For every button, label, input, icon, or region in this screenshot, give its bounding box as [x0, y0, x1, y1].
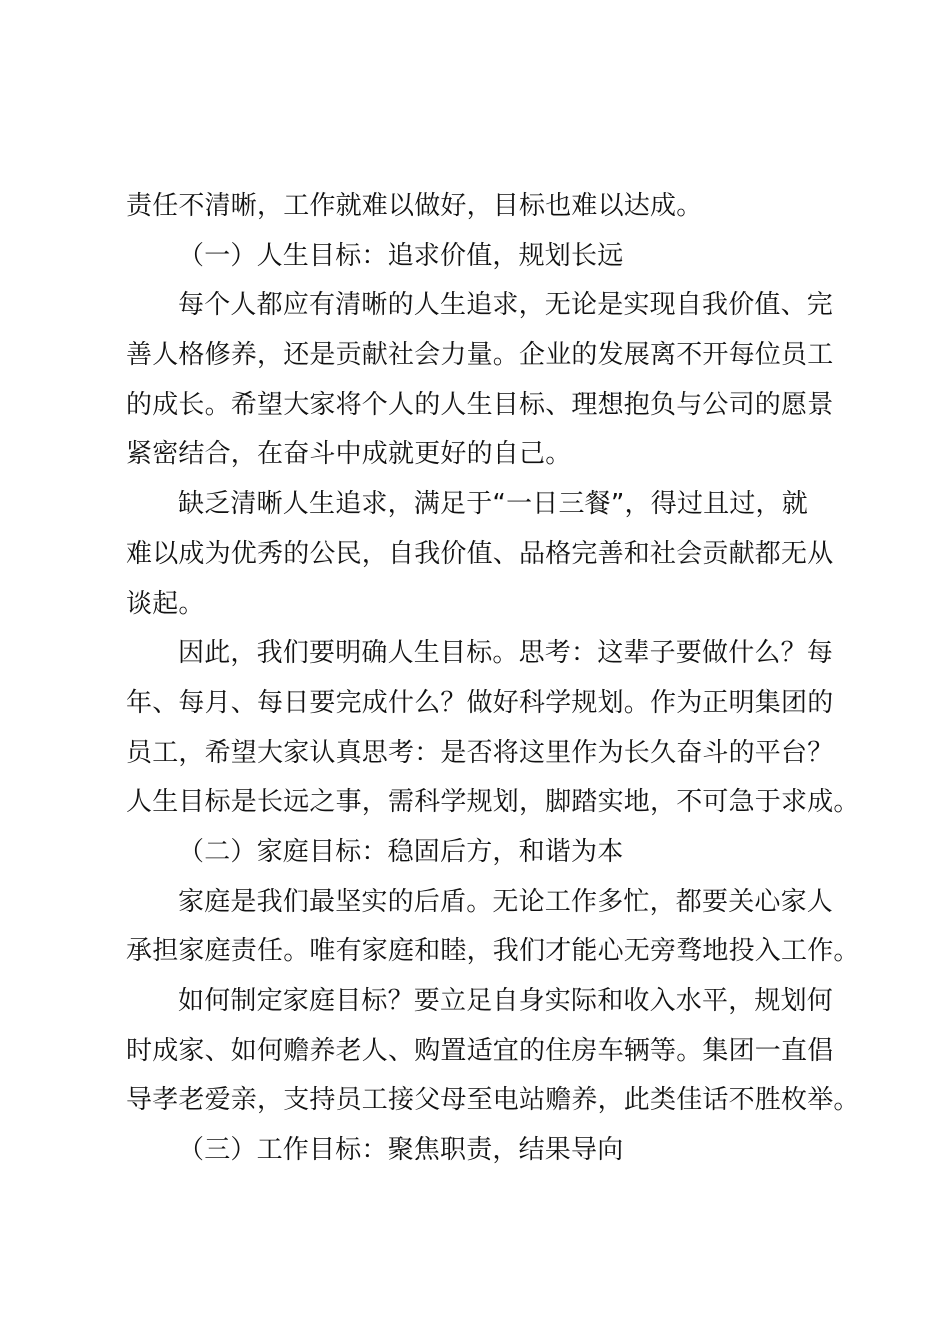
paragraph-line: 难以成为优秀的公民，自我价值、品格完善和社会贡献都无从: [126, 538, 834, 569]
section-heading-work-goal: （三）工作目标：聚焦职责，结果导向: [178, 1135, 624, 1166]
paragraph-line: 谈起。: [126, 588, 205, 619]
section-heading-family-goal: （二）家庭目标：稳固后方，和谐为本: [178, 836, 624, 867]
paragraph-line: 因此，我们要明确人生目标。思考：这辈子要做什么？每: [178, 638, 834, 669]
paragraph-line: 责任不清晰，工作就难以做好，目标也难以达成。: [126, 191, 703, 221]
paragraph-line: 缺乏清晰人生追求，满足于“一日三餐”，得过且过，就: [178, 489, 808, 520]
paragraph-line: 年、每月、每日要完成什么？做好科学规划。作为正明集团的: [126, 687, 834, 718]
paragraph-line: 时成家、如何赡养老人、购置适宜的住房车辆等。集团一直倡: [126, 1035, 834, 1066]
paragraph-line: 承担家庭责任。唯有家庭和睦，我们才能心无旁骛地投入工作。: [126, 936, 860, 967]
paragraph-line: 的成长。希望大家将个人的人生目标、理想抱负与公司的愿景: [126, 389, 834, 420]
paragraph-line: 如何制定家庭目标？要立足自身实际和收入水平，规划何: [178, 986, 834, 1016]
document-body: [126, 182, 860, 1176]
paragraph-line: 家庭是我们最坚实的后盾。无论工作多忙，都要关心家人: [178, 886, 834, 917]
paragraph-line: 善人格修养，还是贡献社会力量。企业的发展离不开每位员工: [126, 340, 834, 371]
paragraph-line: 人生目标是长远之事，需科学规划，脚踏实地，不可急于求成。: [126, 787, 860, 818]
paragraph-line: 导孝老爱亲，支持员工接父母至电站赡养，此类佳话不胜枚举。: [126, 1085, 860, 1116]
paragraph-line: 员工，希望大家认真思考：是否将这里作为长久奋斗的平台？: [126, 737, 834, 768]
section-heading-life-goal: （一）人生目标：追求价值，规划长远: [178, 240, 624, 271]
paragraph-line: 紧密结合，在奋斗中成就更好的自己。: [126, 439, 572, 470]
paragraph-line: 每个人都应有清晰的人生追求，无论是实现自我价值、完: [178, 290, 834, 321]
